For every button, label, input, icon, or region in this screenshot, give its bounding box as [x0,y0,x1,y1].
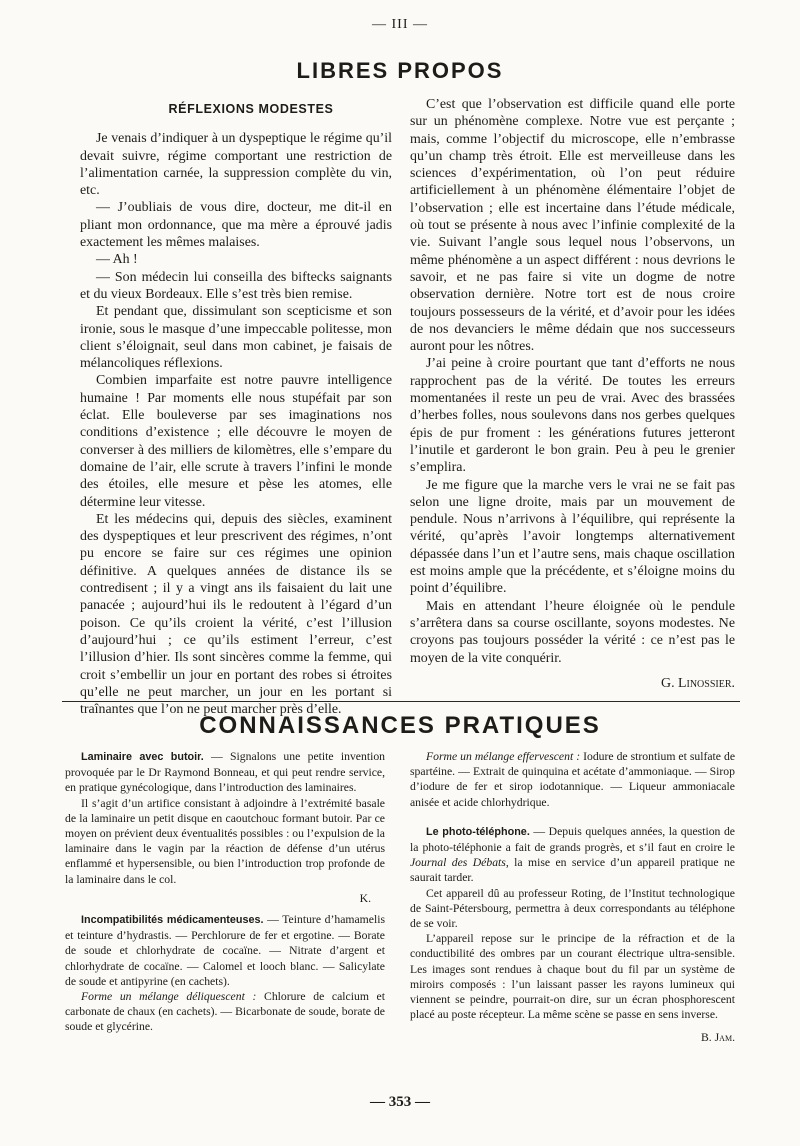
connaissances-title: CONNAISSANCES PRATIQUES [199,712,601,739]
italic-label: Forme un mélange déliquescent : [81,990,257,1004]
article-subtitle: RÉFLEXIONS MODESTES [168,102,334,116]
paragraph: Combien imparfaite est notre pauvre intelligence humaine ! Par moments elle nous stupéfait par son éclat. Elle bouleverse par ses imaginations nos conditions d’existence ; elle découvre le moyen de converser à des milliers de kilomètres, elle s’empare du domaine de l’air, elle scrute à travers l’infini le monde des étoiles, elle mesure et pèse les atomes, elle détermine leur vitesse. [80,373,392,510]
paragraph: Je venais d’indiquer à un dyspeptique le régime qu’il devait suivre, régime comportant une restriction de l’alimentation carnée, la suppression complète du vin, etc. [80,131,392,199]
paragraph: Il s’agit d’un artifice consistant à adjoindre à l’extrémité basale de la laminaire un petit disque en caoutchouc formant butoir. Par ce moyen on prévient deux éventualités possibles : ou l’expulsion de la laminaire dans le vagin par la réaction de défense d’un utérus enflammé et hypersensible, ou bien l’introduction trop profonde de la laminaire dans le col. [65,796,385,886]
photo-telephone-paragraph [410,824,735,886]
paragraph: — Ah ! [96,252,138,268]
item-lead: — Signalons une petite invention provoquée par le Dr Raymond Bonneau, et qui peut rendre service, en pratique gynécologique, dans l’introduction des laminaires. [65,750,386,795]
author-signature: G. Linossier. [661,675,735,691]
author-signature: B. Jam. [700,1031,735,1045]
libres-propos-title: LIBRES PROPOS [296,58,504,83]
item-heading: Le photo-téléphone. [426,825,530,838]
paragraph: — J’oubliais de vous dire, docteur, me dit-il en pliant mon ordonnance, que ma mère a éprouvé jadis exactement les mêmes malaises. [80,200,392,251]
item-text: Chlorure de calcium et carbonate de chaux (en cachets). — Bicarbonate de soude, borate de soude et glycérine. [65,990,385,1034]
item-lead: — Depuis quelques années, la question de la photo-téléphonie a fait de grands progrès, et s’il faut en croire le [410,824,735,855]
section-divider [62,701,740,702]
paragraph: C’est que l’observation est difficile quand elle porte sur un phénomène complexe. Notre vue est perçante ; mais, comme l’objectif du microscope, elle n’embrasse qu’un champ très étroit. Elle est merveilleuse dans les sciences d’expérimentation, où l’on peut réduire artificiellement à un phénomène élémentaire l’objet de l’observation ; elle est incertaine dans l’étude médicale, où tout se présente à nous avec l’infinie complexité de la vie. Suivant l’angle sous lequel nous l’observons, un même phénomène a un aspect différent : nous devrions le savoir, et ne pas faire si vite un dogme de notre observation dernière. Notre tort est de nous croire toujours possesseurs de la vérité, et d’avoir pour les idées de nos devanciers le même dédain que nos successeurs auront pour les nôtres. [410,97,735,355]
connaissances-right-column [410,749,735,1046]
item-heading: Laminaire avec butoir. [81,751,204,763]
item-heading: Incompatibilités médicamenteuses. [81,914,264,927]
paragraph [410,749,735,810]
paragraph: Mais en attendant l’heure éloignée où le pendule s’arrêtera dans sa course oscillante, soyons modestes. Ne croyons pas toujours posséder la vérité : ce n’est pas le moyen de la vite conquérir. [410,598,735,666]
laminaire-paragraph [65,749,385,796]
journal-name: Journal des Débats [410,856,506,870]
paragraph [65,989,385,1035]
paragraph: Je me figure que la marche vers le vrai ne se fait pas selon une ligne droite, mais par un mouvement de pendule. Nous n’arrivons à l’équilibre, qui représente la vérité, qu’après l’avoir longtemps alternativement dépassée dans l’un et l’autre sens, mais chaque oscillation est moins ample que la précédente, et s’éloigne moins du point d’équilibre. [410,477,735,597]
paragraph: Et les médecins qui, depuis des siècles, examinent des dyspeptiques et leur prescrivent des régimes, n’ont pu encore se faire sur ces régimes une opinion définitive. A quelques années de distance ils se contredisent ; il y a vingt ans ils faisaient du lait une panacée ; aujourd’hui ils le redoutent à l’égard d’un poison. Ce qu’ils croient la vérité, c’est l’illusion d’aujourd’hui ; ce qu’ils estiment l’erreur, c’est l’illusion d’hier. Ils sont sincères comme la femme, qui croit s’embellir un jour en portant des robes si étroites qu’elle ne peut marcher, un jour en les portant si traînantes que l’on ne peut marcher près d’elle. [80,511,392,718]
item-lead: — Teinture d’hamamelis et teinture d’hydrastis. — Perchlorure de fer et ergotine. — Borate de soude et chlorhydrate de cocaïne. — Nitrate d’argent et chlorhydrate de cocaïne. — Calomel et looch blanc. — Salicylate de soude et antipyrine (en cachets). [65,913,385,988]
italic-label: Forme un mélange effervescent : [426,750,581,763]
page-number: — 353 — [370,1094,430,1110]
connaissances-left-column [65,749,385,1035]
paragraph: J’ai peine à croire pourtant que tant d’efforts ne nous rapprochent pas de la vérité. De toutes les erreurs momentanées il reste un peu de vrai. Avec des brassées d’herbes folles, nous soulevons dans nos gerbes quelques épis de pur froment : les générations futures jetteront l’inutile et garderont le bon grain. Peu à peu le grenier s’emplira. [410,356,735,476]
spacer [410,810,735,824]
incompatibilites-paragraph [65,912,385,989]
paragraph: Cet appareil dû au professeur Roting, de l’Institut technologique de Saint-Pétersbourg, permettra à deux correspondants au téléphone de se voir. [410,886,735,931]
libres-propos-left-column [80,96,392,718]
running-head: — III — [372,17,428,32]
libres-propos-right-column [410,96,735,692]
item-text: Iodure de strontium et sulfate de spartéine. — Extrait de quinquina et acétate d’ammoniaque. — Sirop d’iodure de fer et sirop iodotannique. — Liqueur ammoniacale anisée et acide chlorhydrique. [410,750,736,809]
author-signature: K. [359,891,371,905]
paragraph: L’appareil repose sur le principe de la réfraction et de la conductibilité des ombres par un courant électrique ultra-sensible. Les images sont rendues à chaque bout du fil par un système de miroirs composés : l’un laissant passer les rayons lumineux qui viennent se peindre, pourrait-on dire, sur un écran phosphorescent placé au poste récepteur. La même scène se passe en sens inverse. [410,932,735,1022]
paragraph: Et pendant que, dissimulant son scepticisme et son ironie, sous le masque d’une impeccable politesse, mon client s’éloignait, seul dans mon cabinet, je faisais de mélancoliques réflexions. [80,304,392,372]
item-lead: , la mise en service d’un appareil pratique ne saurait tarder. [410,856,735,885]
paragraph: — Son médecin lui conseilla des biftecks saignants et du vieux Bordeaux. Elle s’est très bien remise. [80,269,392,302]
